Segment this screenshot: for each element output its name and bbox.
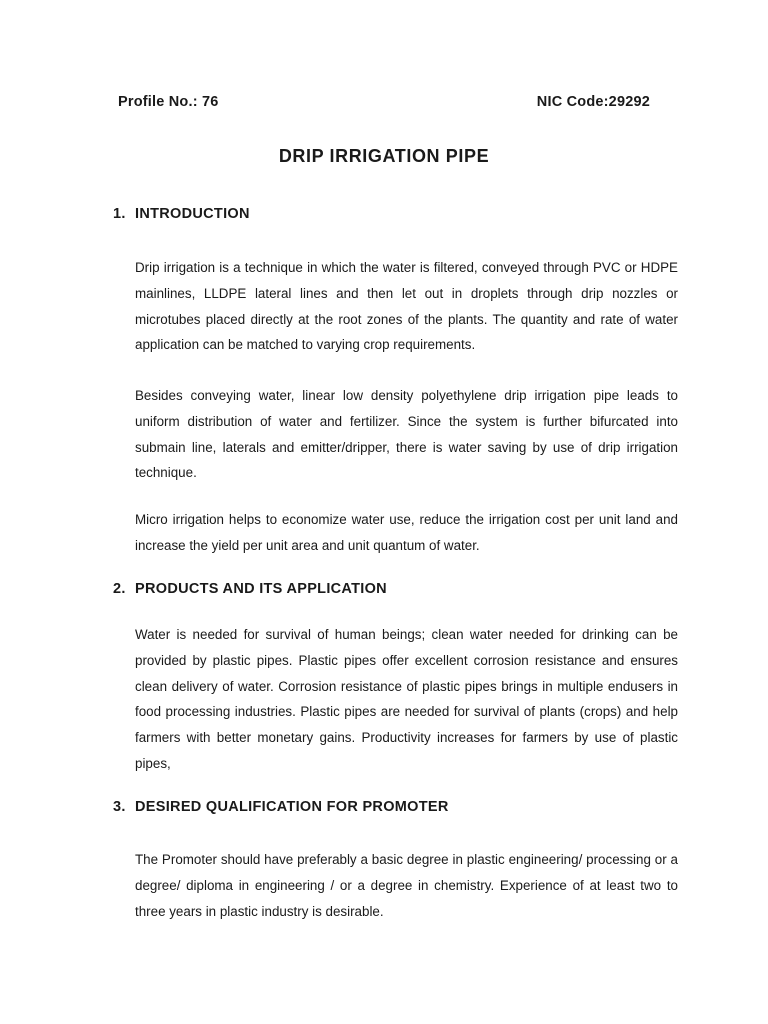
- paragraph: Drip irrigation is a technique in which the water is filtered, conveyed through PVC or HDPE mainlines, LLDPE lateral lines and then let out in droplets through drip nozzles or microtubes placed directly at the root zones of the plants. The quantity and rate of water application can be matched to varying crop requirements.: [135, 260, 678, 353]
- document-header: [118, 94, 650, 110]
- paragraph: The Promoter should have preferably a basic degree in plastic engineering/ processing or a degree/ diploma in engineering / or a degree in chemistry. Experience of at least two to three years in plastic industry is desirable.: [135, 852, 678, 919]
- section-number: 3.: [113, 799, 126, 815]
- section-heading-qualification: [113, 799, 449, 815]
- paragraph: Water is needed for survival of human beings; clean water needed for drinking can be provided by plastic pipes. Plastic pipes offer excellent corrosion resistance and ensures clean delivery of water. Corrosion resistance of plastic pipes brings in multiple endusers in food processing industries. Plastic pipes are needed for survival of plants (crops) and help farmers with better monetary gains. Productivity increases for farmers by use of plastic pipes,: [135, 627, 678, 771]
- section-heading-introduction: [113, 206, 250, 222]
- paragraph: Besides conveying water, linear low density polyethylene drip irrigation pipe leads to uniform distribution of water and fertilizer. Since the system is further bifurcated into submain line, laterals and emitter/dripper, there is water saving by use of drip irrigation technique.: [135, 388, 678, 481]
- section-number: 2.: [113, 581, 126, 597]
- profile-number: Profile No.: 76: [118, 94, 219, 110]
- section-title: DESIRED QUALIFICATION FOR PROMOTER: [135, 799, 449, 815]
- section-number: 1.: [113, 206, 126, 222]
- section-heading-products: [113, 581, 387, 597]
- section-title: PRODUCTS AND ITS APPLICATION: [135, 581, 387, 597]
- nic-code: NIC Code:29292: [536, 94, 650, 110]
- paragraph: Micro irrigation helps to economize water use, reduce the irrigation cost per unit land and increase the yield per unit area and unit quantum of water.: [135, 512, 678, 553]
- document-title: DRIP IRRIGATION PIPE: [278, 146, 490, 166]
- section-title: INTRODUCTION: [135, 206, 250, 222]
